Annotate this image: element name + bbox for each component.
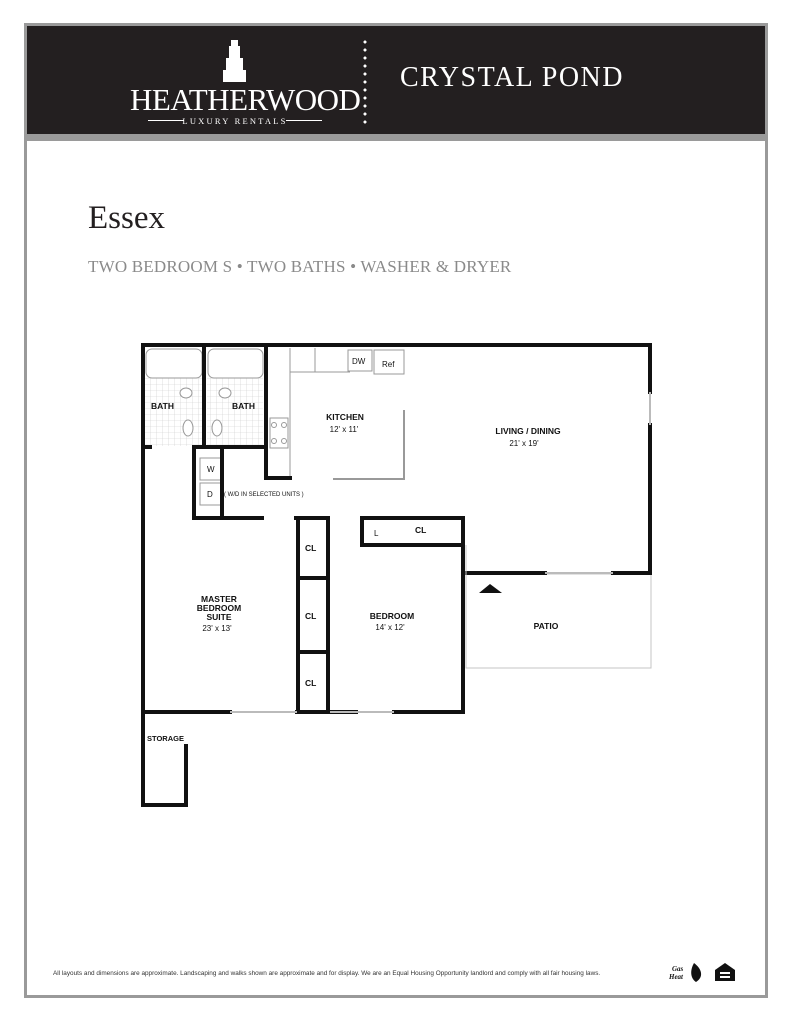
equal-housing-icon: [714, 962, 736, 984]
bath-2-label: BATH: [232, 401, 255, 411]
bath-1-floor: [145, 378, 203, 446]
bathtub-2: [208, 349, 263, 378]
closet-hall-label: CL: [415, 525, 427, 535]
dryer-label: D: [207, 490, 213, 499]
master-label-1: MASTER: [201, 594, 237, 604]
master-label-3: SUITE: [206, 612, 232, 622]
refrigerator-label: Ref: [382, 360, 395, 369]
bathtub-1: [146, 349, 202, 378]
wd-note: ( W/D IN SELECTED UNITS ): [224, 492, 304, 498]
master-label-2: BEDROOM: [196, 603, 242, 613]
closet-2-label: CL: [305, 611, 317, 621]
toilet-1: [183, 420, 193, 436]
brand-tagline: LUXURY RENTALS: [182, 116, 288, 126]
patio-label: PATIO: [533, 621, 559, 631]
kitchen-dim: 12' x 11': [329, 425, 359, 434]
washer-label: W: [207, 465, 215, 474]
master-dim: 23' x 13': [202, 624, 232, 633]
sink-2: [219, 388, 231, 398]
kitchen-label: KITCHEN: [326, 412, 364, 422]
toilet-2: [212, 420, 222, 436]
closet-3-label: CL: [305, 678, 317, 688]
property-name: CRYSTAL POND: [400, 62, 624, 93]
plan-features: TWO BEDROOM S • TWO BATHS • WASHER & DRYER: [88, 257, 512, 276]
gas-heat-icon: [666, 960, 706, 986]
disclaimer-text: All layouts and dimensions are approximate. Landscaping and walks shown are approximate and for display. We are an Equal Housing Opportunity landlord and comply with all fair housing laws.: [53, 970, 601, 977]
linen-label: L: [374, 529, 379, 538]
bedroom-dim: 14' x 12': [375, 623, 405, 632]
svg-text:Gas: Gas: [672, 965, 684, 973]
sink-1: [180, 388, 192, 398]
storage-label: STORAGE: [147, 734, 184, 743]
dishwasher-label: DW: [352, 357, 366, 366]
living-dim: 21' x 19': [509, 439, 539, 448]
bath-1-label: BATH: [151, 401, 174, 411]
svg-text:Heat: Heat: [669, 973, 683, 981]
closet-1-label: CL: [305, 543, 317, 553]
bedroom-label: BEDROOM: [369, 611, 415, 621]
brand-name: HEATHERWOOD: [130, 82, 361, 117]
living-label: LIVING / DINING: [495, 426, 561, 436]
plan-title: Essex: [88, 200, 165, 236]
